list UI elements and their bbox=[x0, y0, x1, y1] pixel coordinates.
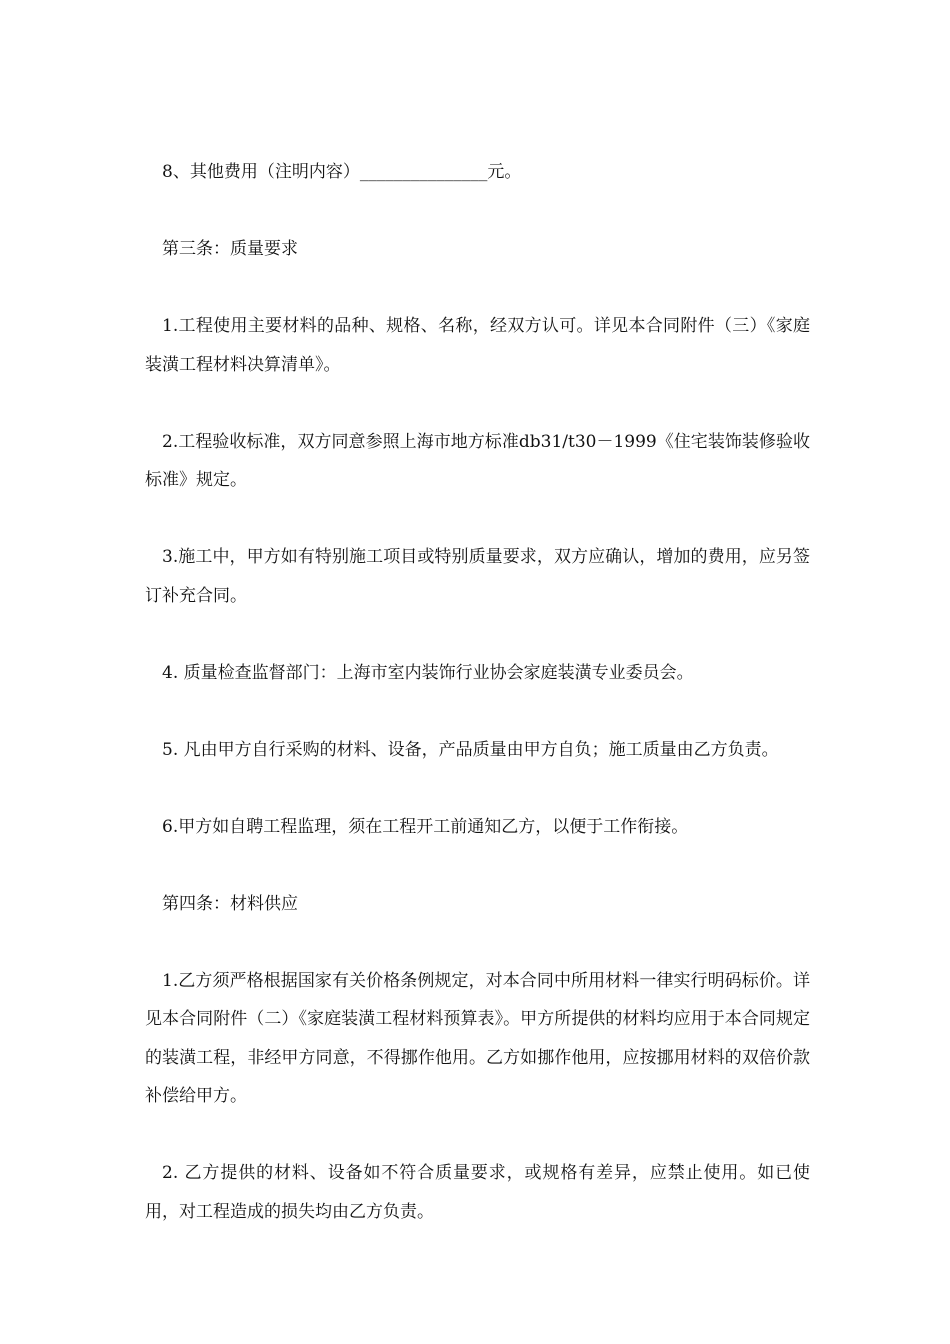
paragraph-3-6: 6.甲方如自聘工程监理，须在工程开工前通知乙方，以便于工作衔接。 bbox=[162, 816, 689, 837]
paragraph-3-5: 5. 凡由甲方自行采购的材料、设备，产品质量由甲方自负；施工质量由乙方负责。 bbox=[162, 739, 779, 760]
heading-article-4: 第四条：材料供应 bbox=[162, 893, 298, 914]
paragraph-3-1: 1.工程使用主要材料的品种、规格、名称，经双方认可。详见本合同附件（三）《家庭装潢工程材料决算清单》。 bbox=[145, 316, 810, 375]
paragraph-3-4: 4. 质量检查监督部门：上海市室内装饰行业协会家庭装潢专业委员会。 bbox=[162, 662, 694, 683]
paragraph-4-1: 1.乙方须严格根据国家有关价格条例规定，对本合同中所用材料一律实行明码标价。详见本合同附件（二）《家庭装潢工程材料预算表》。甲方所提供的材料均应用于本合同规定的装潢工程，非经甲方同意，不得挪作他用。乙方如挪作他用，应按挪用材料的双倍价款补偿给甲方。 bbox=[145, 970, 810, 1106]
heading-article-3: 第三条：质量要求 bbox=[162, 239, 298, 259]
paragraph-3-3: 3.施工中，甲方如有特别施工项目或特别质量要求，双方应确认，增加的费用，应另签订补充合同。 bbox=[145, 547, 810, 606]
paragraph-4-2: 2. 乙方提供的材料、设备如不符合质量要求，或规格有差异，应禁止使用。如已使用，对工程造成的损失均由乙方负责。 bbox=[145, 1163, 810, 1222]
paragraph-other-fees: 8、其他费用（注明内容）_______________元。 bbox=[162, 162, 522, 182]
document-body bbox=[145, 153, 810, 1231]
paragraph-3-2: 2.工程验收标准，双方同意参照上海市地方标准db31/t30－1999《住宅装饰装修验收标准》规定。 bbox=[145, 431, 810, 490]
